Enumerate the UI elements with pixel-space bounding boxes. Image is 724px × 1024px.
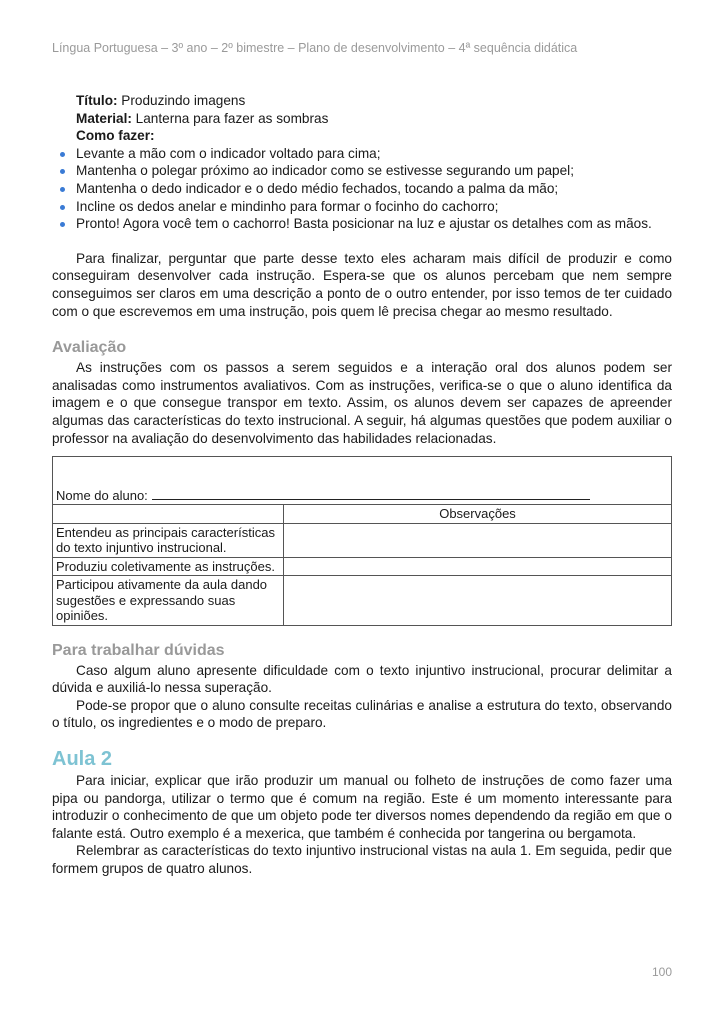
student-name-field[interactable] [152, 487, 590, 500]
step-text: Levante a mão com o indicador voltado para cima; [76, 145, 381, 161]
activity-block [52, 92, 672, 145]
step-text: Mantenha o polegar próximo ao indicador como se estivesse segurando um papel; [76, 163, 574, 179]
observation-cell[interactable] [284, 557, 672, 576]
step-text: Mantenha o dedo indicador e o dedo médio fechados, tocando a palma da mão; [76, 180, 559, 196]
table-row [53, 523, 672, 557]
avaliacao-paragraph: As instruções com os passos a serem seguidos e a interação oral dos alunos podem ser analisadas como instrumentos avaliativos. Com as instruções, verifica-se o que o aluno identifica da imagem e o que consegue transpor em texto. Assim, os alunos devem ser capazes de apreender algumas das características do texto instrucional. A seguir, há algumas questões que podem auxiliar o professor na avaliação do desenvolvimento das habilidades relacionadas. [52, 360, 672, 446]
material-label: Material: [76, 110, 132, 126]
activity-title [76, 92, 672, 110]
material-value: Lanterna para fazer as sombras [131, 110, 329, 126]
aula2-heading: Aula 2 [52, 747, 113, 770]
bullet-icon [60, 222, 65, 227]
duvidas-paragraph: Caso algum aluno apresente dificuldade com o texto injuntivo instrucional, procurar delimitar a dúvida e auxiliá-lo nessa superação. [52, 662, 672, 696]
title-label: Título: [76, 93, 118, 108]
avaliacao-heading: Avaliação [52, 339, 127, 357]
bullet-icon [60, 169, 65, 174]
header-empty-cell [53, 505, 284, 524]
criterion-cell: Produziu coletivamente as instruções. [53, 557, 284, 576]
duvidas-heading: Para trabalhar dúvidas [52, 641, 225, 659]
observacoes-header: Observações [284, 505, 672, 524]
step-text: Incline os dedos anelar e mindinho para formar o focinho do cachorro; [76, 198, 499, 214]
steps-list [52, 145, 672, 233]
evaluation-table [52, 456, 672, 626]
list-item [52, 180, 672, 198]
finalizar-paragraph: Para finalizar, perguntar que parte desse texto eles acharam mais difícil de produzir e como conseguiram desenvolver cada instrução. Espera-se que os alunos percebam que nem sempre conseguimos ser claros em uma descrição a ponto de o outro entender, por isso temos de ter cuidado com o que escrevemos em uma instrução, pois quem lê precisa chegar ao mesmo resultado. [52, 250, 672, 319]
table-row [53, 557, 672, 576]
title-value: Produzindo imagens [117, 93, 246, 108]
list-item [52, 215, 672, 233]
list-item [52, 198, 672, 216]
step-text: Pronto! Agora você tem o cachorro! Basta posicionar na luz e ajustar os detalhes com as mãos. [76, 216, 652, 232]
observation-cell[interactable] [284, 576, 672, 626]
student-name-cell [53, 457, 672, 505]
duvidas-paragraph: Pode-se propor que o aluno consulte receitas culinárias e analise a estrutura do texto, observando o título, os ingredientes e o modo de preparo. [52, 697, 672, 731]
running-header: Língua Portuguesa – 3º ano – 2º bimestre – Plano de desenvolvimento – 4ª sequência didática [52, 41, 578, 55]
criterion-cell: Entendeu as principais características do texto injuntivo instrucional. [53, 523, 284, 557]
aula2-paragraph: Relembrar as características do texto injuntivo instrucional vistas na aula 1. Em seguida, pedir que formem grupos de quatro alunos. [52, 843, 672, 876]
bullet-icon [60, 152, 65, 157]
page-number: 100 [651, 965, 672, 979]
howto-label [76, 127, 672, 145]
student-name-label: Nome do aluno: [56, 487, 148, 503]
list-item [52, 145, 672, 163]
howto-label-text: Como fazer: [76, 128, 155, 144]
page-content [52, 92, 672, 878]
aula2-paragraph: Para iniciar, explicar que irão produzir um manual ou folheto de instruções de como fazer uma pipa ou pandorga, utilizar o termo que é comum na região. Este é um momento interessante para introduzir o conhecimento de que um objeto pode ter diversos nomes dependendo da região em que o falante está. Outro exemplo é a mexerica, que também é conhecida por tangerina ou bergamota. [52, 772, 672, 841]
activity-material [76, 110, 672, 128]
criterion-cell: Participou ativamente da aula dando sugestões e expressando suas opiniões. [53, 576, 284, 626]
table-row [53, 576, 672, 626]
bullet-icon [60, 187, 65, 192]
bullet-icon [60, 205, 65, 210]
list-item [52, 162, 672, 180]
observation-cell[interactable] [284, 523, 672, 557]
